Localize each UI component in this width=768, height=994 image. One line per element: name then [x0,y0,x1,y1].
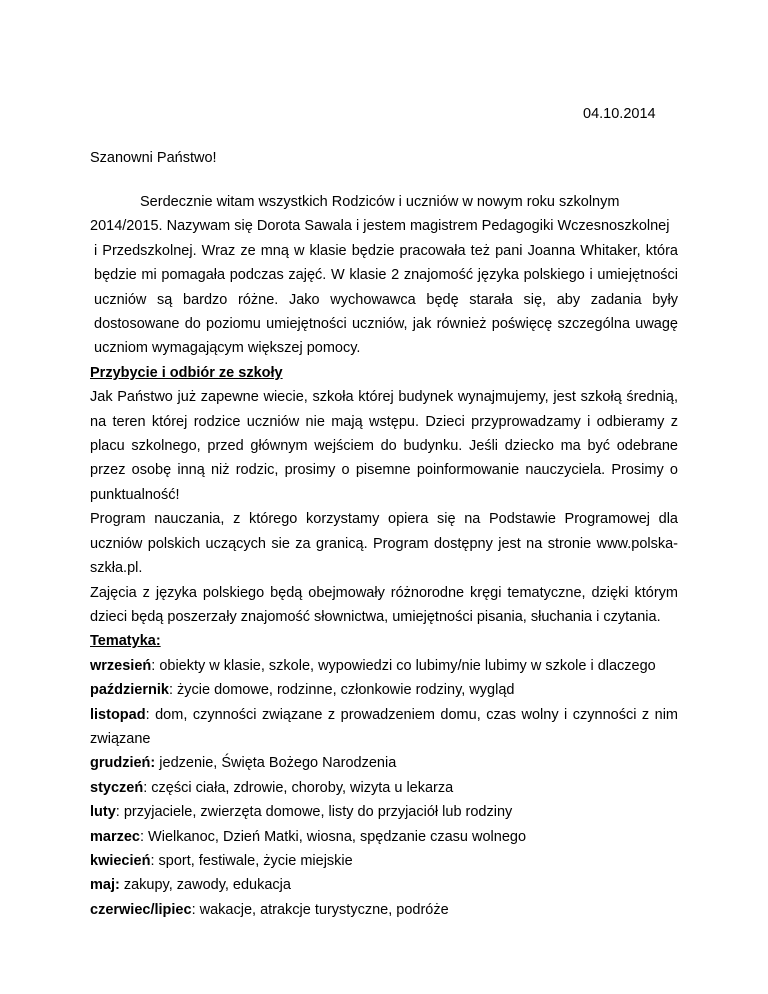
topic-item: wrzesień: obiekty w klasie, szkole, wypowiedzi co lubimy/nie lubimy w szkole i dlaczego [90,657,656,674]
topic-text: przyjaciele, zwierzęta domowe, listy do przyjaciół lub rodziny [123,804,513,821]
letter-date: 04.10.2014 [583,106,656,122]
topic-text: jedzenie, Święta Bożego Narodzenia [159,755,397,772]
topic-text: Wielkanoc, Dzień Matki, wiosna, spędzanie czasu wolnego [148,828,527,845]
letter-greeting: Szanowni Państwo! [90,150,217,166]
topic-item: luty: przyjaciele, zwierzęta domowe, listy do przyjaciół lub rodziny [90,804,513,821]
arrival-heading: Przybycie i odbiór ze szkoły [90,364,283,381]
topic-item: styczeń: części ciała, zdrowie, choroby, wizyta u lekarza [90,779,454,796]
topic-item [90,873,678,897]
topics-heading: Tematyka: [90,633,161,650]
topic-text: sport, festiwale, życie miejskie [158,852,353,869]
intro-line-2: 2014/2015. Nazywam się Dorota Sawala i jestem magistrem Pedagogiki Wczesnoszkolnej [90,218,670,235]
program-paragraph: Program nauczania, z którego korzystamy opiera się na Podstawie Programowej dla uczniów polskich uczących sie za granicą. Program dostępny jest na stronie www.polska-szkła.pl. [90,511,678,577]
topic-month: październik [90,682,169,699]
topic-text: życie domowe, rodzinne, członkowie rodziny, wygląd [177,682,515,699]
topic-month: grudzień: [90,755,156,772]
topic-item: marzec: Wielkanoc, Dzień Matki, wiosna, spędzanie czasu wolnego [90,828,527,845]
topic-text: obiekty w klasie, szkole, wypowiedzi co lubimy/nie lubimy w szkole i dlaczego [159,657,656,674]
topic-month: luty [90,804,116,821]
topic-item: listopad: dom, czynności związane z prowadzeniem domu, czas wolny i czynności z nim związane [90,706,678,747]
intro-line-1: Serdecznie witam wszystkich Rodziców i uczniów w nowym roku szkolnym [140,194,620,210]
arrival-paragraph: Jak Państwo już zapewne wiecie, szkoła której budynek wynajmujemy, jest szkołą średnią, na teren której rodzice uczniów nie mają wstępu. Dzieci przyprowadzamy i odbieramy z placu szkolnego, przed głównym wejściem do budynku. Jeśli dziecko ma być odebrane przez osobę inną niż rodzic, prosimy o pisemne poinformowanie nauczyciela. Prosimy o punktualność! [90,389,678,503]
topic-item: czerwiec/lipiec: wakacje, atrakcje turystyczne, podróże [90,901,449,918]
topic-month: marzec [90,828,140,845]
topic-text: dom, czynności związane z prowadzeniem domu, czas wolny i czynności z nim związane [90,706,678,747]
topic-text: zakupy, zawody, edukacja [123,877,291,894]
topic-month: wrzesień [90,657,152,674]
topic-item [90,751,678,775]
topic-text: wakacje, atrakcje turystyczne, podróże [199,901,449,918]
topic-month: listopad [90,706,146,723]
letter-body [90,190,678,922]
topics-list [90,654,678,922]
topic-item: październik: życie domowe, rodzinne, członkowie rodziny, wygląd [90,682,515,699]
topic-month: czerwiec/lipiec [90,901,192,918]
topic-month: maj: [90,877,120,894]
topic-text: części ciała, zdrowie, choroby, wizyta u lekarza [151,779,454,796]
classes-paragraph: Zajęcia z języka polskiego będą obejmowały różnorodne kręgi tematyczne, dzięki którym dzieci będą poszerzały znajomość słownictwa, umiejętności pisania, słuchania i czytania. [90,584,678,625]
intro-paragraph: i Przedszkolnej. Wraz ze mną w klasie będzie pracowała też pani Joanna Whitaker, która będzie mi pomagała podczas zajęć. W klasie 2 znajomość języka polskiego i umiejętności uczniów są bardzo różne. Jako wychowawca będę starała się, aby zadania były dostosowane do poziomu umiejętności uczniów, jak również poświęcę szczególna uwagę uczniom wymagającym większej pomocy. [94,242,678,357]
topic-month: styczeń [90,779,144,796]
topic-month: kwiecień [90,852,151,869]
topic-item: kwiecień: sport, festiwale, życie miejskie [90,852,353,869]
